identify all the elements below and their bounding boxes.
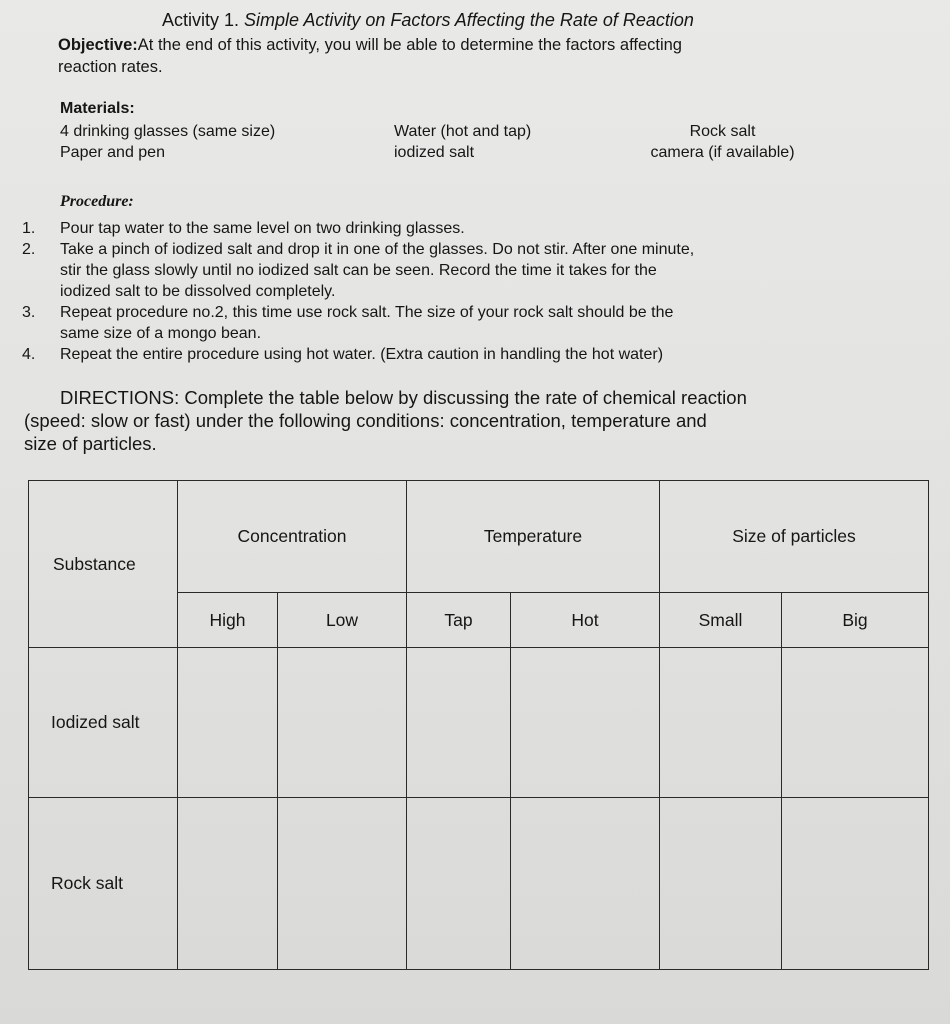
- answer-cell[interactable]: [511, 798, 660, 970]
- activity-title-text: Simple Activity on Factors Affecting the Rate of Reaction: [244, 10, 694, 30]
- directions: [24, 386, 894, 455]
- materials-column-2: [394, 121, 531, 163]
- answer-cell[interactable]: [782, 798, 929, 970]
- answer-cell[interactable]: [511, 648, 660, 798]
- materials-column-3: [631, 121, 814, 163]
- big-header: Big: [782, 593, 929, 648]
- procedure-step-2: [22, 239, 892, 302]
- step-text: Repeat procedure no.2, this time use rock salt. The size of your rock salt should be the: [60, 304, 674, 321]
- material-item: 4 drinking glasses (same size): [60, 123, 276, 140]
- table-row-rock-salt: [29, 798, 929, 970]
- answer-cell[interactable]: [407, 648, 511, 798]
- step-number: 1.: [22, 220, 36, 237]
- objective-line-1: At the end of this activity, you will be able to determine the factors affecting: [137, 36, 682, 54]
- objective: [58, 34, 682, 78]
- answer-cell[interactable]: [278, 648, 407, 798]
- answer-cell[interactable]: [178, 648, 278, 798]
- low-header: Low: [278, 593, 407, 648]
- answer-cell[interactable]: [782, 648, 929, 798]
- answer-cell[interactable]: [278, 798, 407, 970]
- answer-cell[interactable]: [407, 798, 511, 970]
- objective-label: Objective:: [58, 36, 138, 54]
- temperature-header: Temperature: [407, 481, 660, 593]
- directions-line-1: DIRECTIONS: Complete the table below by discussing the rate of chemical reaction: [60, 387, 747, 408]
- directions-line-3: size of particles.: [24, 433, 157, 454]
- answer-cell[interactable]: [660, 648, 782, 798]
- step-text: iodized salt to be dissolved completely.: [60, 283, 336, 300]
- activity-title: [162, 10, 694, 31]
- materials-column-1: [60, 121, 275, 163]
- row-label-iodized-salt: Iodized salt: [29, 648, 178, 798]
- material-item: iodized salt: [394, 144, 475, 161]
- procedure-list: [22, 218, 892, 365]
- procedure-step-4: [22, 344, 892, 365]
- step-text: stir the glass slowly until no iodized salt can be seen. Record the time it takes for the: [60, 262, 657, 279]
- small-header: Small: [660, 593, 782, 648]
- material-item: Water (hot and tap): [394, 123, 532, 140]
- table-row-iodized-salt: [29, 648, 929, 798]
- step-text: same size of a mongo bean.: [60, 325, 262, 342]
- row-label-rock-salt: Rock salt: [29, 798, 178, 970]
- objective-line-2: reaction rates.: [58, 58, 163, 76]
- reaction-rate-table: [28, 480, 929, 970]
- step-text: Take a pinch of iodized salt and drop it in one of the glasses. Do not stir. After one minute,: [60, 241, 695, 258]
- high-header: High: [178, 593, 278, 648]
- procedure-step-3: [22, 302, 892, 344]
- material-item: camera (if available): [650, 144, 795, 161]
- material-item: Rock salt: [689, 123, 756, 140]
- tap-header: Tap: [407, 593, 511, 648]
- material-item: Paper and pen: [60, 144, 165, 161]
- substance-header: Substance: [29, 481, 178, 648]
- procedure-step-1: [22, 218, 892, 239]
- directions-line-2: (speed: slow or fast) under the following conditions: concentration, temperature and: [24, 410, 707, 431]
- hot-header: Hot: [511, 593, 660, 648]
- size-of-particles-header: Size of particles: [660, 481, 929, 593]
- materials-heading: Materials:: [60, 100, 135, 117]
- step-number: 3.: [22, 304, 36, 321]
- procedure-heading: Procedure:: [60, 193, 134, 210]
- step-text: Pour tap water to the same level on two drinking glasses.: [60, 220, 465, 237]
- step-number: 4.: [22, 346, 36, 363]
- concentration-header: Concentration: [178, 481, 407, 593]
- step-number: 2.: [22, 241, 36, 258]
- answer-cell[interactable]: [178, 798, 278, 970]
- activity-number: Activity 1.: [162, 10, 240, 30]
- answer-cell[interactable]: [660, 798, 782, 970]
- step-text: Repeat the entire procedure using hot water. (Extra caution in handling the hot water): [60, 346, 664, 363]
